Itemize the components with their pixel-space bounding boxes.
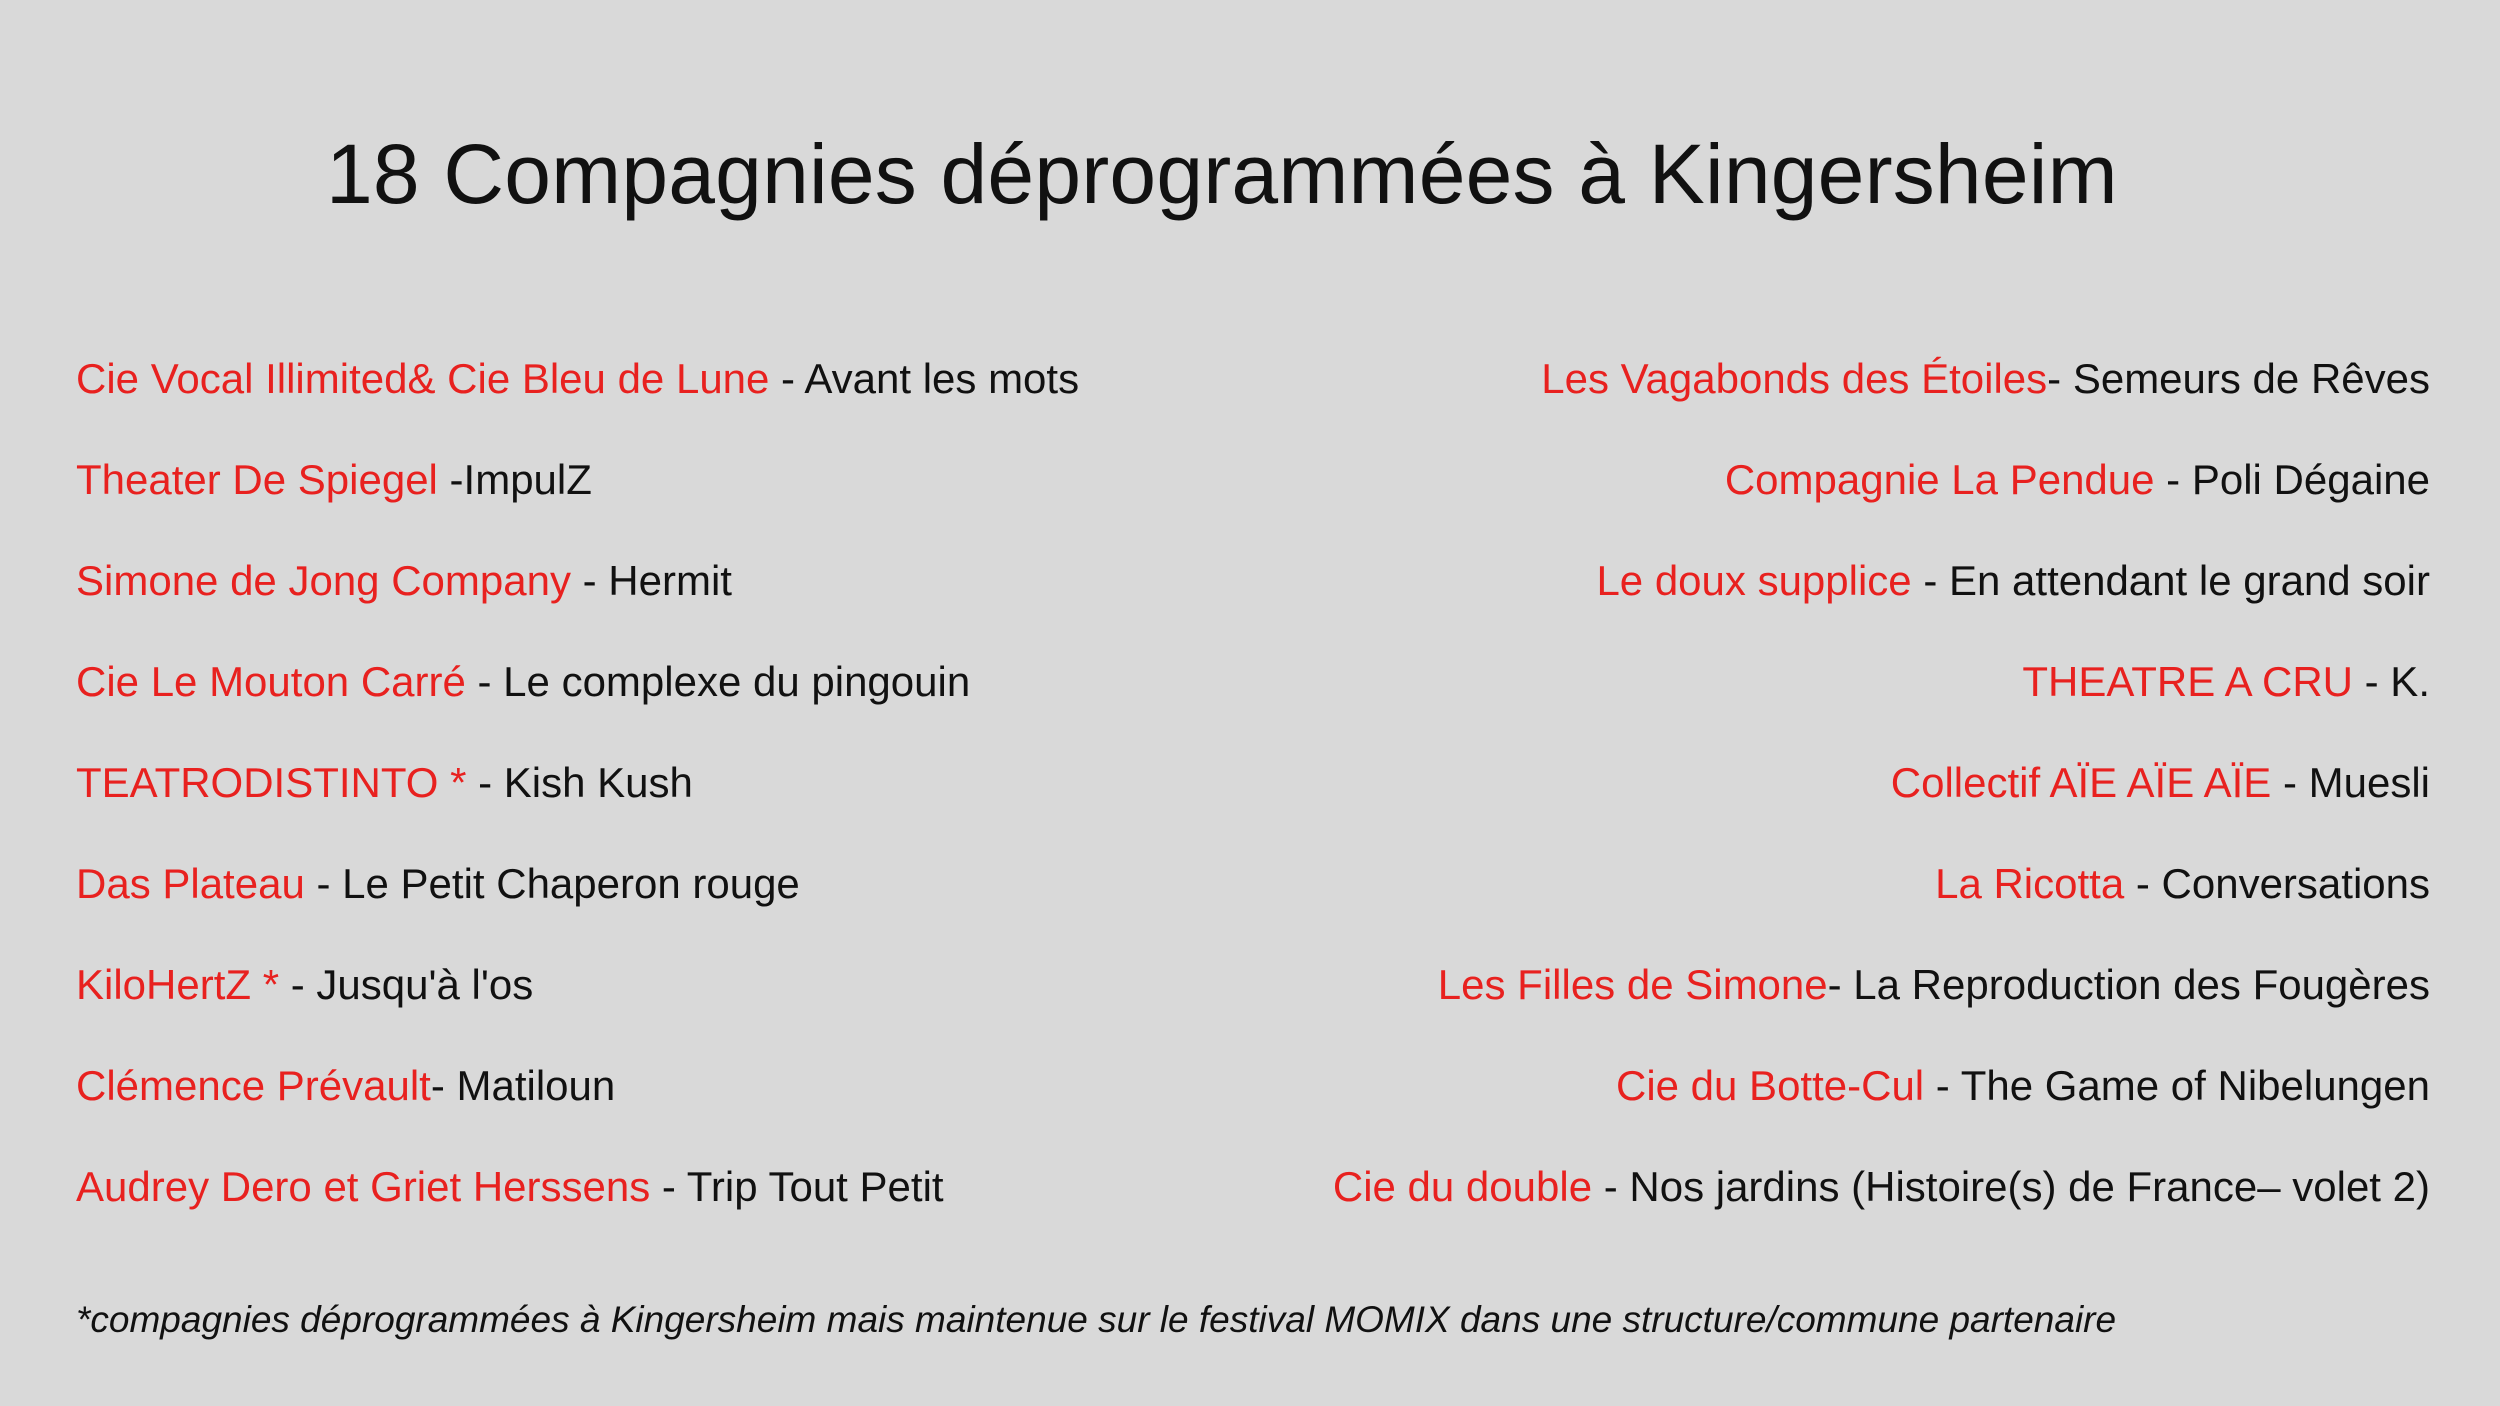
company-name: Clémence Prévault	[76, 1062, 431, 1109]
footnote: *compagnies déprogrammées à Kingersheim mais maintenue sur le festival MOMIX dans une structure/commune partenaire	[76, 1299, 2117, 1340]
show-title: - La Reproduction des Fougères	[1827, 961, 2430, 1008]
show-title: - Kish Kush	[466, 759, 693, 806]
list-item	[1260, 1061, 2430, 1162]
company-name: TEATRODISTINTO *	[76, 759, 467, 806]
right-column	[1260, 354, 2430, 1263]
show-title: - The Game of Nibelungen	[1924, 1062, 2430, 1109]
show-title: - Le complexe du pingouin	[465, 658, 971, 705]
list-item	[1260, 354, 2430, 455]
company-name: Cie Vocal Illimited& Cie Bleu de Lune	[76, 355, 770, 402]
company-name: Cie du double	[1332, 1163, 1593, 1210]
show-title: - Nos jardins (Histoire(s) de France– volet 2)	[1592, 1163, 2430, 1210]
list-item	[1260, 1162, 2430, 1263]
company-name: Cie Le Mouton Carré	[76, 658, 466, 705]
list-item	[76, 556, 1246, 657]
show-title: - Jusqu'à l'os	[279, 961, 534, 1008]
show-title: - Muesli	[2271, 759, 2430, 806]
company-name: Le doux supplice	[1596, 557, 1912, 604]
list-item	[76, 657, 1246, 758]
company-name: Das Plateau	[76, 860, 305, 907]
list-item	[76, 960, 1246, 1061]
show-title: -ImpulZ	[437, 456, 592, 503]
company-name: La Ricotta	[1935, 860, 2125, 907]
company-name: Audrey Dero et Griet Herssens	[76, 1163, 651, 1210]
list-item	[76, 455, 1246, 556]
list-item	[1260, 960, 2430, 1061]
show-title: - K.	[2352, 658, 2430, 705]
show-title: - Avant les mots	[769, 355, 1080, 402]
list-item	[1260, 455, 2430, 556]
left-column	[76, 354, 1246, 1263]
list-item	[1260, 758, 2430, 859]
company-name: KiloHertZ *	[76, 961, 280, 1008]
list-item	[1260, 657, 2430, 758]
company-name: THEATRE A CRU	[2022, 658, 2353, 705]
list-item	[1260, 556, 2430, 657]
show-title: - Hermit	[570, 557, 732, 604]
show-title: - Conversations	[2124, 860, 2430, 907]
company-name: Les Vagabonds des Étoiles	[1541, 355, 2048, 402]
show-title: - En attendant le grand soir	[1911, 557, 2430, 604]
company-name: Collectif AÏE AÏE AÏE	[1890, 759, 2272, 806]
company-name: Theater De Spiegel	[76, 456, 438, 503]
company-name: Les Filles de Simone	[1437, 961, 1828, 1008]
list-item	[76, 859, 1246, 960]
show-title: - Le Petit Chaperon rouge	[304, 860, 800, 907]
slide-title: 18 Compagnies déprogrammées à Kingersheim	[326, 127, 2118, 221]
list-item	[76, 758, 1246, 859]
list-item	[76, 354, 1246, 455]
show-title: - Poli Dégaine	[2154, 456, 2430, 503]
list-item	[76, 1061, 1246, 1162]
list-item	[76, 1162, 1246, 1263]
show-title: - Matiloun	[430, 1062, 616, 1109]
show-title: - Trip Tout Petit	[650, 1163, 944, 1210]
company-name: Simone de Jong Company	[76, 557, 571, 604]
company-name: Compagnie La Pendue	[1724, 456, 2155, 503]
company-name: Cie du Botte-Cul	[1615, 1062, 1925, 1109]
show-title: - Semeurs de Rêves	[2047, 355, 2430, 402]
list-item	[1260, 859, 2430, 960]
